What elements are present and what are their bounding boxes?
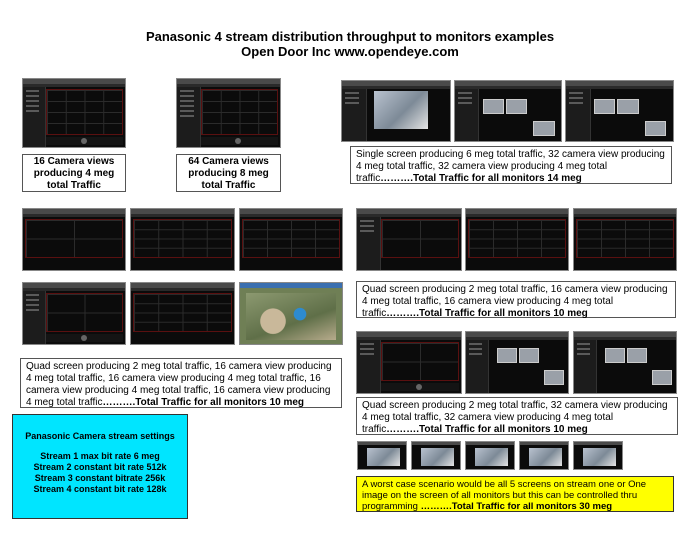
worst-case-note bbox=[356, 476, 674, 512]
monitor-screenshot-aerial-view bbox=[239, 282, 343, 345]
caption-quad-16-text: Quad screen producing 2 meg total traffic, 16 camera view producing 4 meg total traffic, 16 camera view producing 4 meg total traffic bbox=[362, 284, 668, 319]
caption-quad-five-total: ……….Total Traffic for all monitors 10 meg bbox=[102, 397, 305, 408]
monitor-screenshot-32-cam-a bbox=[454, 80, 562, 142]
monitor-screenshot-quad-c1 bbox=[22, 282, 126, 345]
monitor-screenshot-quad-d1 bbox=[356, 331, 462, 394]
caption-16-camera: 16 Camera views producing 4 meg total Traffic bbox=[22, 154, 126, 192]
monitor-screenshot-quad-b2 bbox=[465, 208, 569, 271]
page-title: Panasonic 4 stream distribution throughput to monitors examples bbox=[145, 29, 555, 44]
monitor-screenshot-quad-b3 bbox=[573, 208, 677, 271]
monitor-screenshot-quad-d2 bbox=[465, 331, 569, 394]
caption-quad-five-text: Quad screen producing 2 meg total traffic, 16 camera view producing 4 meg total traffic, 16 camera view producing 4 meg total traffic, 16 camera view producing 4 meg total traffic, 16 camera view producing 4 meg total traffic bbox=[26, 361, 332, 408]
monitor-screenshot-single bbox=[341, 80, 451, 142]
monitor-screenshot-quad-a1 bbox=[22, 208, 126, 271]
settings-line-2: Stream 2 constant bit rate 512k bbox=[33, 462, 167, 472]
caption-quad-32-total: ……….Total Traffic for all monitors 10 meg bbox=[386, 424, 588, 435]
thumbnail-screen-5 bbox=[573, 441, 623, 470]
thumbnail-screen-4 bbox=[519, 441, 569, 470]
worst-case-total: ……….Total Traffic for all monitors 30 meg bbox=[420, 501, 613, 512]
settings-heading: Panasonic Camera stream settings bbox=[25, 431, 175, 441]
caption-single-total: ……….Total Traffic for all monitors 14 meg bbox=[380, 173, 582, 184]
caption-single-text: Single screen producing 6 meg total traffic, 32 camera view producing 4 meg total traffic, 32 camera view producing 4 meg total traffic bbox=[356, 149, 665, 184]
caption-64-camera: 64 Camera views producing 8 meg total Traffic bbox=[176, 154, 281, 192]
caption-quad-32-text: Quad screen producing 2 meg total traffic, 32 camera view producing 4 meg total traffic, 32 camera view producing 4 meg total traffic bbox=[362, 400, 668, 435]
monitor-screenshot-quad-c2 bbox=[130, 282, 235, 345]
monitor-screenshot-32-cam-b bbox=[565, 80, 674, 142]
monitor-screenshot-quad-d3 bbox=[573, 331, 677, 394]
settings-line-4: Stream 4 constant bit rate 128k bbox=[33, 484, 167, 494]
thumbnail-screen-3 bbox=[465, 441, 515, 470]
settings-line-3: Stream 3 constant bitrate 256k bbox=[34, 473, 166, 483]
worst-case-text: A worst case scenario would be all 5 screens on stream one or One image on the screen of all monitors but this can be controlled thru programming bbox=[362, 479, 647, 512]
caption-quad-32 bbox=[356, 397, 678, 435]
thumbnail-screen-2 bbox=[411, 441, 461, 470]
caption-single-screen bbox=[350, 146, 672, 184]
caption-quad-five-monitors bbox=[20, 358, 342, 408]
page-subtitle: Open Door Inc www.opendeye.com bbox=[241, 44, 459, 59]
monitor-screenshot-16-cam bbox=[22, 78, 126, 148]
monitor-screenshot-quad-a2 bbox=[130, 208, 235, 271]
monitor-screenshot-quad-a3 bbox=[239, 208, 343, 271]
caption-quad-16-total: ……….Total Traffic for all monitors 10 meg bbox=[386, 308, 588, 319]
camera-stream-settings bbox=[12, 414, 188, 519]
monitor-screenshot-64-cam bbox=[176, 78, 281, 148]
caption-quad-16 bbox=[356, 281, 676, 318]
thumbnail-screen-1 bbox=[357, 441, 407, 470]
settings-line-1: Stream 1 max bit rate 6 meg bbox=[40, 451, 160, 461]
monitor-screenshot-quad-b1 bbox=[356, 208, 462, 271]
